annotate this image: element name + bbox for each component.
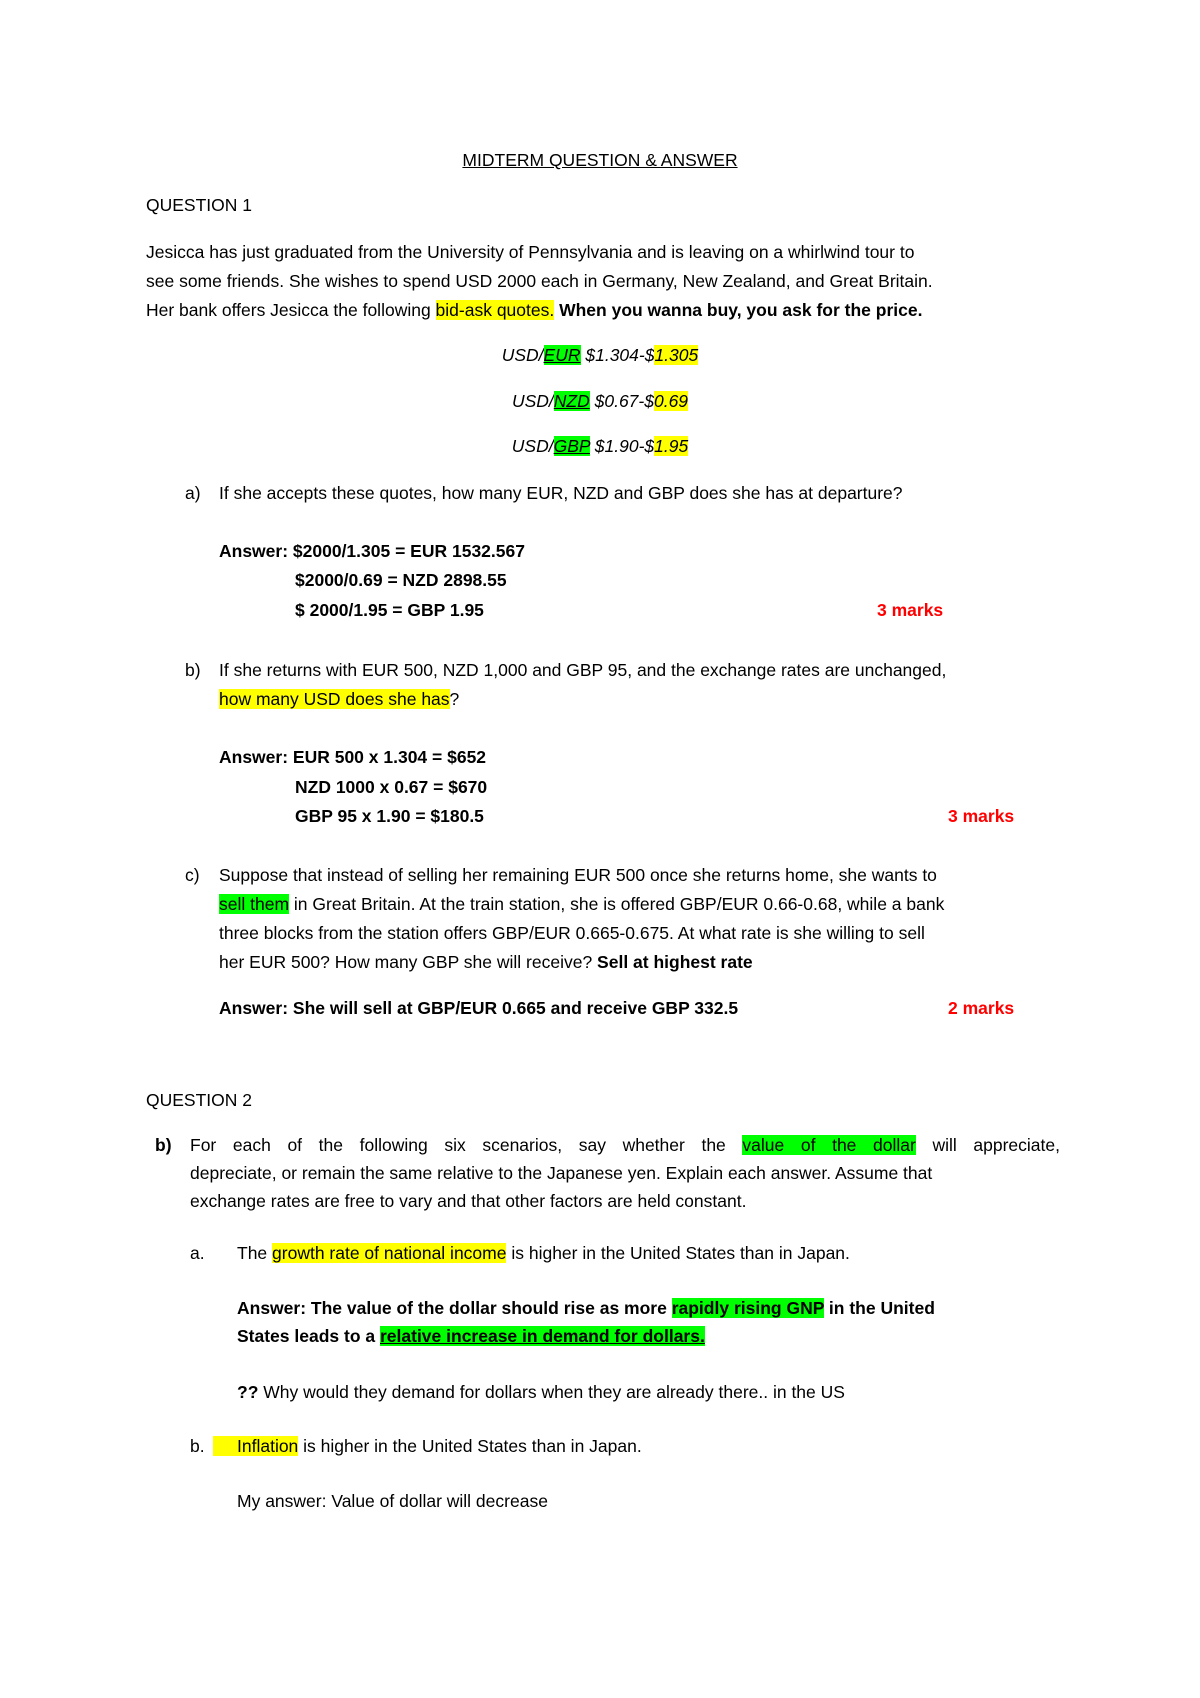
quote-nzd <box>0 393 1200 411</box>
q1a-question: If she accepts these quotes, how many EUR, NZD and GBP does she has at departure? <box>219 483 903 503</box>
q1b-answer-line-2: NZD 1000 x 0.67 = $670 <box>295 777 488 797</box>
quote-gbp <box>0 438 1200 456</box>
usd-question-highlight: how many USD does she has <box>219 689 450 709</box>
note-text: Why would they demand for dollars when they are already there.. in the US <box>258 1382 845 1402</box>
q2-item-b-my-answer: My answer: Value of dollar will decrease <box>237 1491 548 1511</box>
quote-ask: 0.69 <box>653 391 689 411</box>
quote-currency: NZD <box>553 391 590 411</box>
q1b-question-line-2 <box>219 691 459 709</box>
quote-pair-prefix: USD/ <box>511 436 554 456</box>
quote-ask: 1.95 <box>654 436 689 456</box>
quote-currency: EUR <box>543 345 581 365</box>
question-marks: ?? <box>237 1382 259 1402</box>
rising-gnp-highlight: rapidly rising GNP <box>671 1298 825 1318</box>
q1c-marks: 2 marks <box>948 998 1015 1018</box>
q2b-line-2: depreciate, or remain the same relative to the Japanese yen. Explain each answer. Assume that <box>190 1163 933 1183</box>
q1-intro-line-1: Jesicca has just graduated from the University of Pennsylvania and is leaving on a whirlwind tour to <box>146 242 915 262</box>
q1c-answer: Answer: She will sell at GBP/EUR 0.665 and receive GBP 332.5 <box>219 998 739 1018</box>
bid-ask-highlight: bid-ask quotes. <box>435 300 555 320</box>
q2-item-a-text <box>237 1245 850 1263</box>
inflation-highlight: Inflation <box>213 1436 298 1456</box>
q1-intro-line-2: see some friends. She wishes to spend USD 2000 each in Germany, New Zealand, and Great Britain. <box>146 271 933 291</box>
answer-text-end: in the United <box>824 1298 935 1318</box>
q1c-line-4 <box>219 954 753 972</box>
quote-bid: $1.304-$ <box>580 345 655 365</box>
q1b-question-line-1: If she returns with EUR 500, NZD 1,000 and GBP 95, and the exchange rates are unchanged, <box>219 660 947 680</box>
q2-item-a-label: a. <box>190 1243 205 1263</box>
q1-intro-line-3 <box>146 302 922 320</box>
q1c-line-2-text: in Great Britain. At the train station, she is offered GBP/EUR 0.66-0.68, while a bank <box>289 894 945 914</box>
demand-for-dollars-highlight: relative increase in demand for dollars. <box>379 1326 705 1346</box>
q1c-line-2 <box>219 896 944 914</box>
q2b-label: b) <box>155 1135 172 1155</box>
q1-intro-text: Her bank offers Jesicca the following <box>146 300 436 320</box>
q1b-answer-line-3: GBP 95 x 1.90 = $180.5 <box>295 806 484 826</box>
answer-eur: EUR 500 x 1.304 = $652 <box>288 747 487 767</box>
q1a-answer-line-3: $ 2000/1.95 = GBP 1.95 <box>295 600 484 620</box>
q1a-answer-line-2: $2000/0.69 = NZD 2898.55 <box>295 570 507 590</box>
page-title: MIDTERM QUESTION & ANSWER <box>462 150 738 170</box>
q1a-marks: 3 marks <box>877 600 944 620</box>
q1b-label: b) <box>185 660 201 680</box>
quote-pair-prefix: USD/ <box>511 391 554 411</box>
q1b-marks: 3 marks <box>948 806 1015 826</box>
item-text-end: is higher in the United States than in Japan. <box>298 1436 642 1456</box>
q2-item-a-answer-line-2 <box>237 1328 705 1346</box>
sell-them-highlight: sell them <box>219 894 290 914</box>
quote-pair-prefix: USD/ <box>501 345 544 365</box>
sell-at-highest-rate: Sell at highest rate <box>597 952 753 972</box>
growth-rate-highlight: growth rate of national income <box>272 1243 507 1263</box>
answer-text: Answer: The value of the dollar should rise as more <box>237 1298 672 1318</box>
value-of-dollar-highlight: value of the dollar <box>742 1135 916 1155</box>
quote-ask: 1.305 <box>654 345 699 365</box>
quote-currency: GBP <box>553 436 590 456</box>
q1a-answer-line-1 <box>219 543 525 561</box>
q2-item-a-answer-line-1 <box>237 1300 935 1318</box>
q2b-line-3: exchange rates are free to vary and that other factors are held constant. <box>190 1191 747 1211</box>
q2b-line-1-text: For each of the following six scenarios, say whether the <box>190 1135 743 1155</box>
q2-item-a-note <box>237 1384 845 1402</box>
answer-label: Answer: <box>219 747 289 767</box>
item-text-end: is higher in the United States than in Japan. <box>506 1243 850 1263</box>
q1c-label: c) <box>185 865 200 885</box>
q1b-answer-line-1 <box>219 749 486 767</box>
item-text: The <box>237 1243 273 1263</box>
q1c-line-4-text: her EUR 500? How many GBP she will receive? <box>219 952 598 972</box>
answer-text: States leads to a <box>237 1326 380 1346</box>
q1c-line-3: three blocks from the station offers GBP/EUR 0.665-0.675. At what rate is she willing to sell <box>219 923 925 943</box>
quote-eur <box>0 347 1200 365</box>
quote-bid: $0.67-$ <box>589 391 654 411</box>
q2b-line-1-end: will appreciate, <box>915 1135 1060 1155</box>
question-2-heading: QUESTION 2 <box>146 1090 252 1110</box>
question-mark: ? <box>449 689 460 709</box>
q2-item-b-text <box>213 1438 642 1456</box>
buy-ask-note: When you wanna buy, you ask for the price. <box>554 300 923 320</box>
question-1-heading: QUESTION 1 <box>146 195 252 215</box>
answer-label: Answer: <box>219 541 289 561</box>
q2b-line-1 <box>190 1137 1060 1155</box>
answer-eur: $2000/1.305 = EUR 1532.567 <box>288 541 525 561</box>
q1c-line-1: Suppose that instead of selling her remaining EUR 500 once she returns home, she wants to <box>219 865 937 885</box>
q1a-label: a) <box>185 483 201 503</box>
quote-bid: $1.90-$ <box>589 436 655 456</box>
q2-item-b-label: b. <box>190 1436 205 1456</box>
